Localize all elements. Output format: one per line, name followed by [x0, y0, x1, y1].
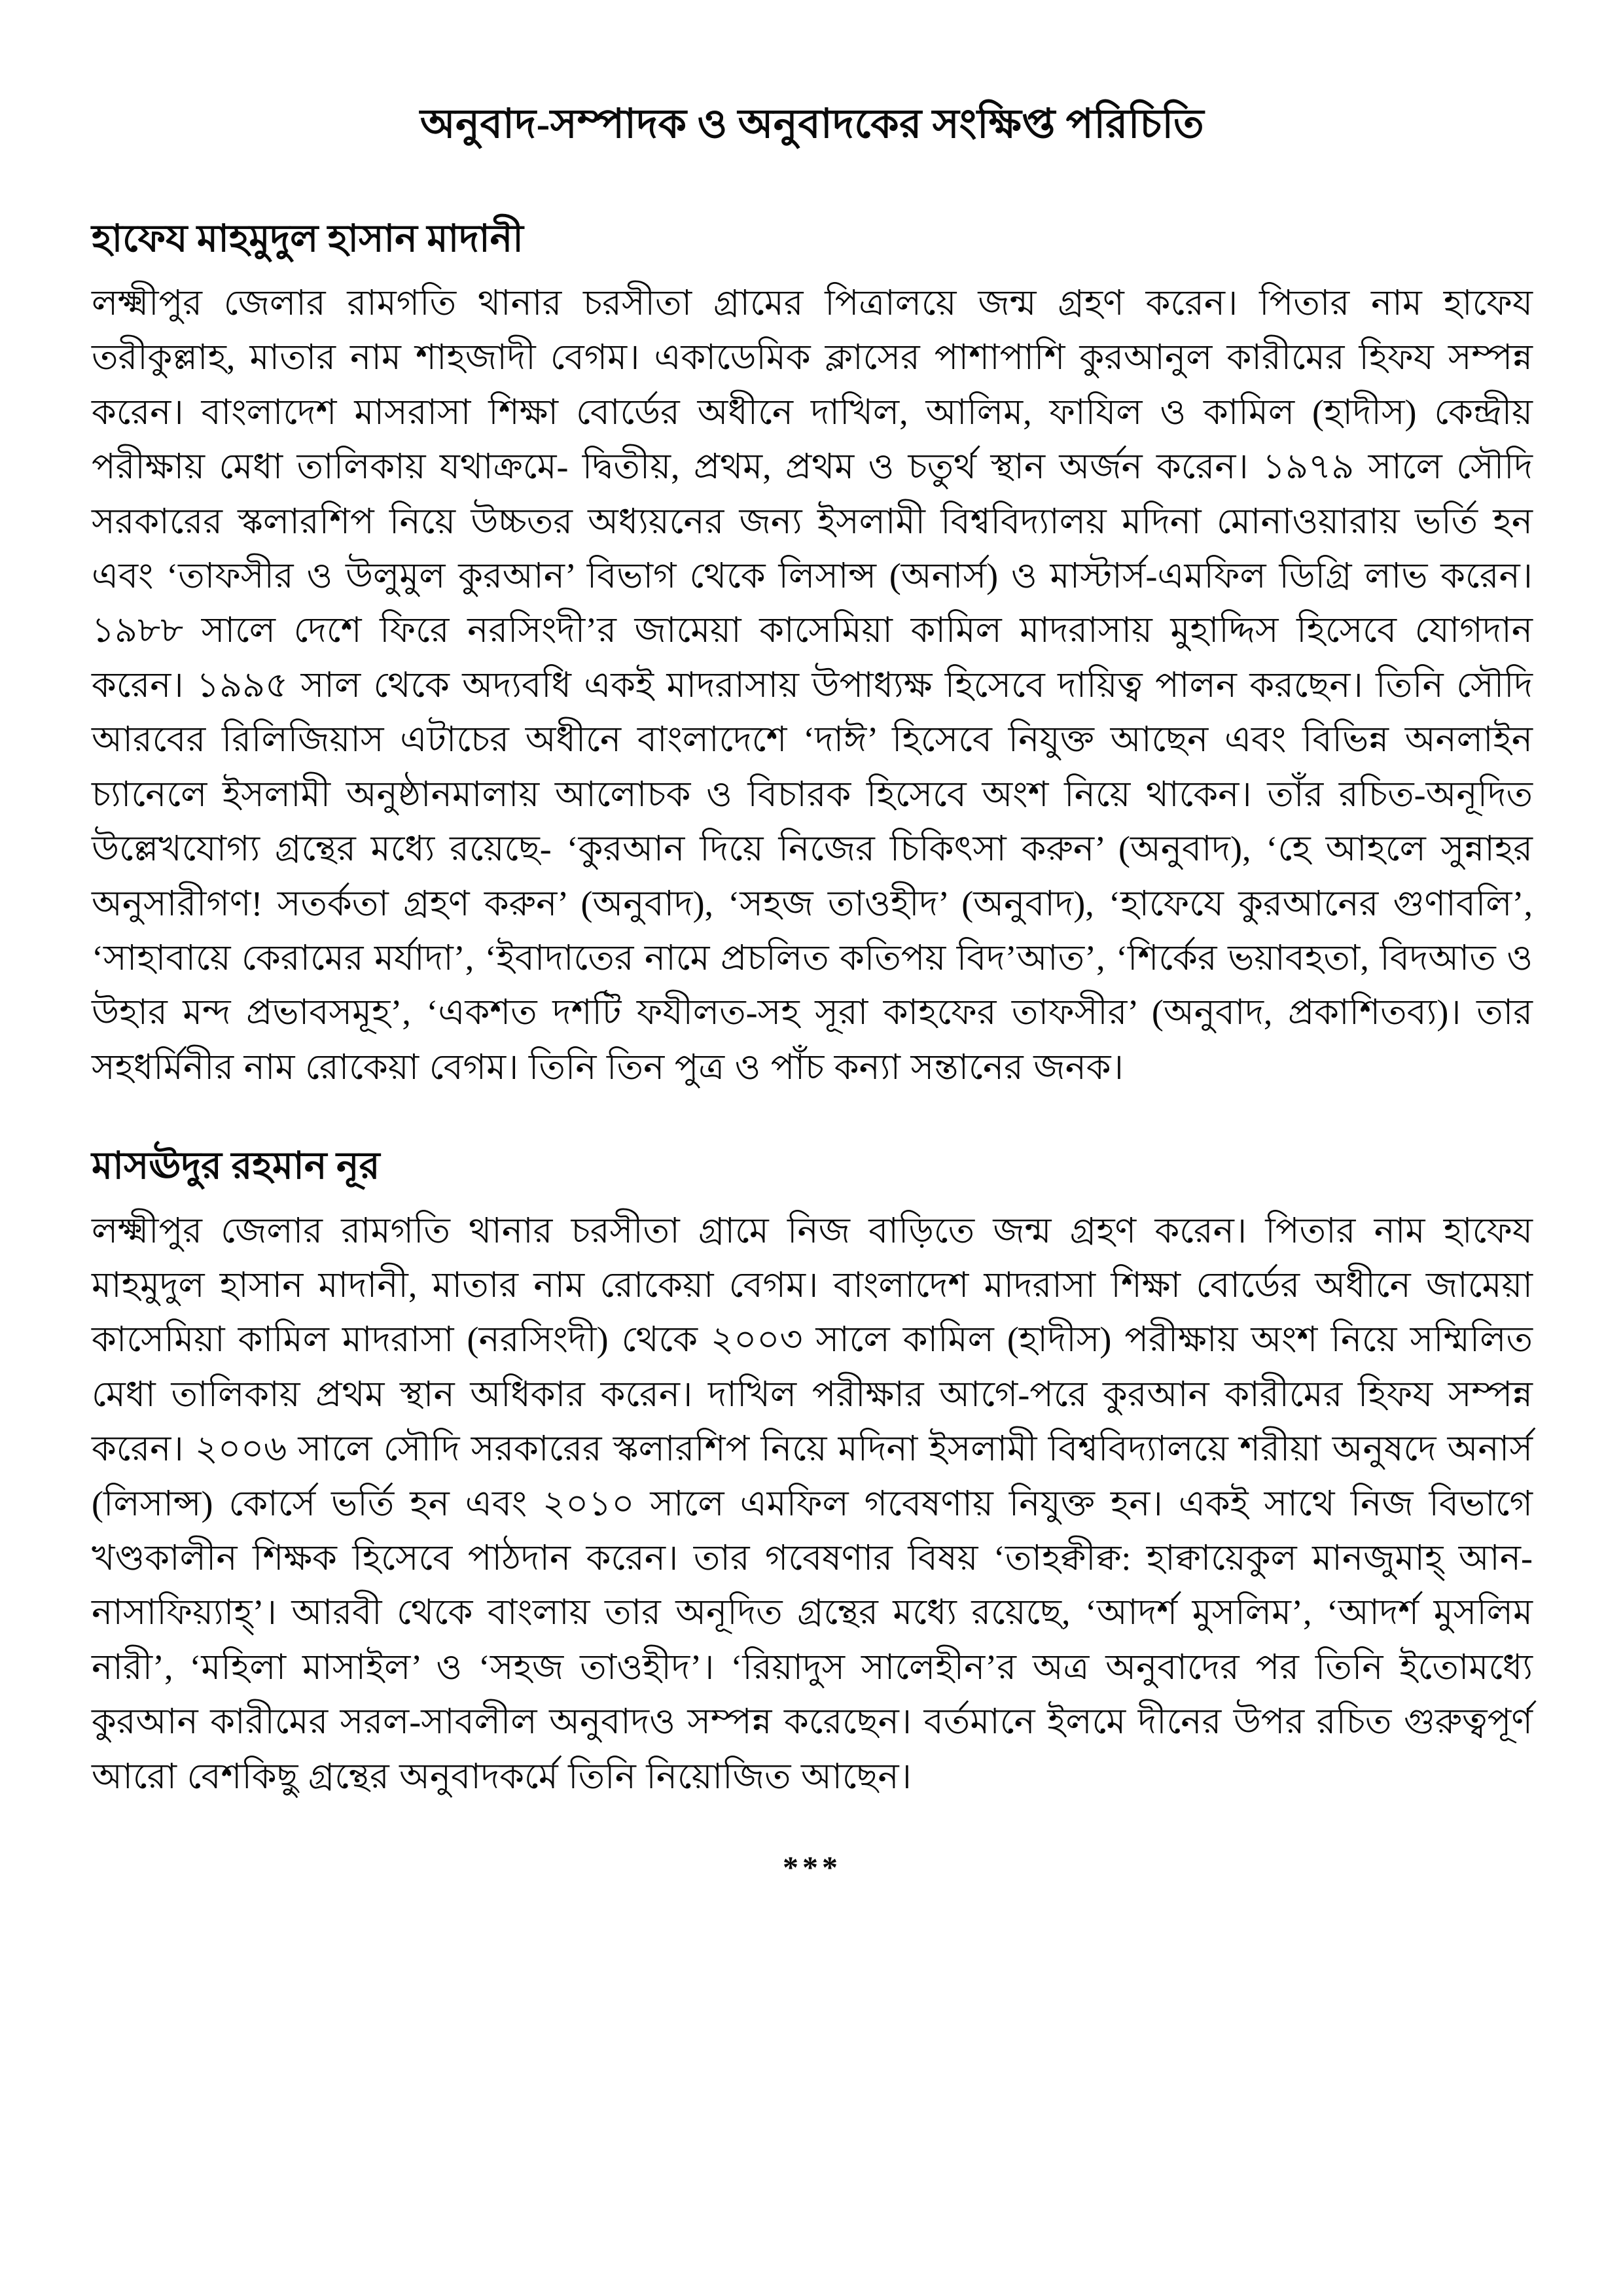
section-translator-editor: [92, 213, 1533, 1095]
section-translator: [92, 1140, 1533, 1804]
section-heading-hafez-mahmudul-hasan-madani: হাফেয মাহমুদুল হাসান মাদানী: [92, 217, 524, 260]
section-heading-masudur-rahman-nur: মাসঊদুর রহমান নূর: [92, 1144, 380, 1188]
section-body-masudur-rahman-nur: লক্ষ্মীপুর জেলার রামগতি থানার চরসীতা গ্রামে নিজ বাড়িতে জন্ম গ্রহণ করেন। পিতার নাম হাফেয মাহমুদুল হাসান মাদানী, মাতার নাম রোকেয়া বেগম। বাংলাদেশ মাদরাসা শিক্ষা বোর্ডের অধীনে জামেয়া কাসেমিয়া কামিল মাদরাসা (নরসিংদী) থেকে ২০০৩ সালে কামিল (হাদীস) পরীক্ষায় অংশ নিয়ে সম্মিলিত মেধা তালিকায় প্রথম স্থান অধিকার করেন। দাখিল পরীক্ষার আগে-পরে কুরআন কারীমের হিফয সম্পন্ন করেন। ২০০৬ সালে সৌদি সরকারের স্কলারশিপ নিয়ে মদিনা ইসলামী বিশ্ববিদ্যালয়ে শরীয়া অনুষদে অনার্স (লিসান্স) কোর্সে ভর্তি হন এবং ২০১০ সালে এমফিল গবেষণায় নিযুক্ত হন। একই সাথে নিজ বিভাগে খণ্ডকালীন শিক্ষক হিসেবে পাঠদান করেন। তার গবেষণার বিষয় ‘তাহক্বীক্ব: হাক্বায়েকুল মানজুমাহ্ আন-নাসাফিয়্যাহ্’। আরবী থেকে বাংলায় তার অনূদিত গ্রন্থের মধ্যে রয়েছে, ‘আদর্শ মুসলিম’, ‘আদর্শ মুসলিম নারী’, ‘মহিলা মাসাইল’ ও ‘সহজ তাওহীদ’। ‘রিয়াদুস সালেহীন’র অত্র অনুবাদের পর তিনি ইতোমধ্যে কুরআন কারীমের সরল-সাবলীল অনুবাদও সম্পন্ন করেছেন। বর্তমানে ইলমে দীনের উপর রচিত গুরুত্বপূর্ণ আরো বেশকিছু গ্রন্থের অনুবাদকর্মে তিনি নিয়োজিত আছেন।: [92, 1210, 1533, 1796]
end-of-text-asterisks: ***: [783, 1850, 842, 1886]
page-title: অনুবাদ-সম্পাদক ও অনুবাদকের সংক্ষিপ্ত পরিচিতি: [419, 102, 1205, 147]
section-body-hafez-mahmudul-hasan-madani: লক্ষ্মীপুর জেলার রামগতি থানার চরসীতা গ্রামের পিত্রালয়ে জন্ম গ্রহণ করেন। পিতার নাম হাফেয তরীকুল্লাহ, মাতার নাম শাহজাদী বেগম। একাডেমিক ক্লাসের পাশাপাশি কুরআনুল কারীমের হিফয সম্পন্ন করেন। বাংলাদেশ মাসরাসা শিক্ষা বোর্ডের অধীনে দাখিল, আলিম, ফাযিল ও কামিল (হাদীস) কেন্দ্রীয় পরীক্ষায় মেধা তালিকায় যথাক্রমে- দ্বিতীয়, প্রথম, প্রথম ও চতুর্থ স্থান অর্জন করেন। ১৯৭৯ সালে সৌদি সরকারের স্কলারশিপ নিয়ে উচ্চতর অধ্যয়নের জন্য ইসলামী বিশ্ববিদ্যালয় মদিনা মোনাওয়ারায় ভর্তি হন এবং ‘তাফসীর ও উলুমুল কুরআন’ বিভাগ থেকে লিসান্স (অনার্স) ও মাস্টার্স-এমফিল ডিগ্রি লাভ করেন। ১৯৮৮ সালে দেশে ফিরে নরসিংদী’র জামেয়া কাসেমিয়া কামিল মাদরাসায় মুহাদ্দিস হিসেবে যোগদান করেন। ১৯৯৫ সাল থেকে অদ্যবধি একই মাদরাসায় উপাধ্যক্ষ হিসেবে দায়িত্ব পালন করছেন। তিনি সৌদি আরবের রিলিজিয়াস এটাচের অধীনে বাংলাদেশে ‘দাঈ’ হিসেবে নিযুক্ত আছেন এবং বিভিন্ন অনলাইন চ্যানেলে ইসলামী অনুষ্ঠানমালায় আলোচক ও বিচারক হিসেবে অংশ নিয়ে থাকেন। তাঁর রচিত-অনূদিত উল্লেখযোগ্য গ্রন্থের মধ্যে রয়েছে- ‘কুরআন দিয়ে নিজের চিকিৎসা করুন’ (অনুবাদ), ‘হে আহলে সুন্নাহর অনুসারীগণ! সতর্কতা গ্রহণ করুন’ (অনুবাদ), ‘সহজ তাওহীদ’ (অনুবাদ), ‘হাফেযে কুরআনের গুণাবলি’, ‘সাহাবায়ে কেরামের মর্যাদা’, ‘ইবাদাতের নামে প্রচলিত কতিপয় বিদ’আত’, ‘শির্কের ভয়াবহতা, বিদআত ও উহার মন্দ প্রভাবসমূহ’, ‘একশত দশটি ফযীলত-সহ সূরা কাহফের তাফসীর’ (অনুবাদ, প্রকাশিতব্য)। তার সহধর্মিনীর নাম রোকেয়া বেগম। তিনি তিন পুত্র ও পাঁচ কন্যা সন্তানের জনক।: [92, 283, 1533, 1087]
